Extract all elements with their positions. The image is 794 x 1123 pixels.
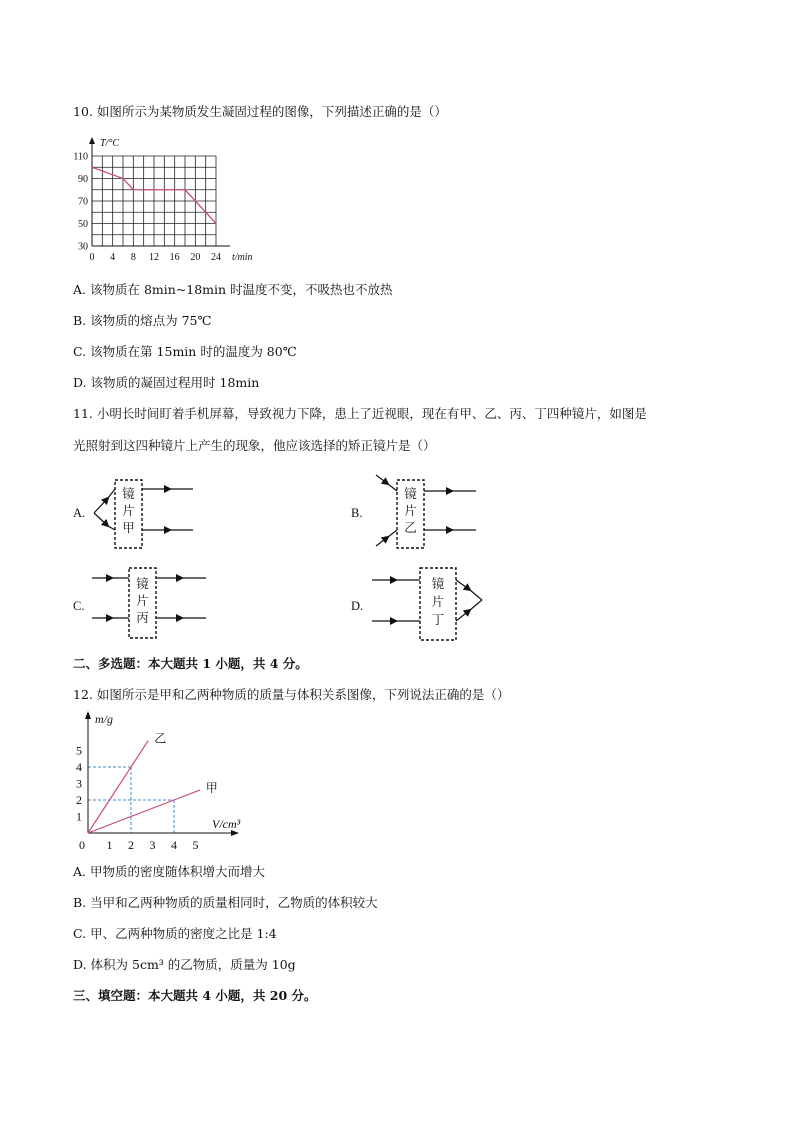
q12-option-b[interactable]: B. 当甲和乙两种物质的质量相同时，乙物质的体积较大 — [73, 895, 378, 910]
x-axis-label: t/min — [232, 252, 253, 263]
option-c-label: C. — [73, 599, 85, 613]
y-tick-label: 110 — [73, 151, 88, 163]
series-line — [88, 741, 148, 833]
x-tick-label: 4 — [110, 252, 116, 263]
q10-option-a[interactable]: A. 该物质在 8min~18min 时温度不变，不吸热也不放热 — [73, 282, 393, 297]
y-tick-label: 4 — [76, 760, 82, 774]
chart-grid — [92, 156, 216, 246]
chart-guides — [88, 767, 174, 833]
q10-option-b[interactable]: B. 该物质的熔点为 75℃ — [73, 313, 212, 328]
option-b-label: B. — [351, 506, 363, 520]
lens-option-c[interactable] — [73, 568, 206, 638]
outgoing-ray — [456, 610, 470, 621]
x-tick-label: 2 — [128, 838, 134, 852]
series-line — [88, 790, 200, 833]
lens-diagrams — [0, 460, 794, 660]
chart-axes — [89, 137, 230, 246]
y-axis-arrow — [85, 711, 91, 719]
svg-text:镜: 镜 — [122, 487, 135, 501]
section-2-heading: 二、多选题：本大题共 1 小题，共 4 分。 — [73, 656, 308, 671]
svg-text:片: 片 — [122, 504, 135, 518]
x-tick-label: 3 — [149, 838, 156, 852]
question-10-stem: 10. 如图所示为某物质发生凝固过程的图像，下列描述正确的是（） — [73, 104, 447, 119]
svg-text:乙: 乙 — [404, 521, 417, 535]
x-tick-label: 1 — [106, 838, 113, 852]
x-tick-label: 0 — [79, 838, 85, 852]
outgoing-ray — [456, 580, 470, 590]
section-3-heading: 三、填空题：本大题共 4 小题，共 20 分。 — [73, 988, 317, 1003]
x-axis-label: V/cm³ — [212, 817, 241, 831]
x-tick-label: 4 — [171, 838, 177, 852]
x-tick-label: 5 — [192, 838, 199, 852]
y-tick-label: 2 — [76, 793, 82, 807]
svg-text:片: 片 — [404, 504, 417, 518]
lens-option-a[interactable] — [73, 480, 193, 548]
svg-text:镜: 镜 — [431, 577, 445, 591]
x-tick-label: 20 — [190, 252, 201, 263]
svg-text:丙: 丙 — [136, 611, 149, 625]
chart-tick-labels — [73, 138, 252, 263]
incoming-ray — [94, 498, 108, 513]
incoming-ray — [94, 513, 108, 526]
option-a-label: A. — [73, 506, 86, 520]
y-tick-label: 50 — [78, 219, 88, 230]
svg-text:丁: 丁 — [431, 613, 445, 627]
svg-text:镜: 镜 — [136, 577, 149, 591]
svg-text:镜: 镜 — [404, 487, 417, 501]
option-d-label: D. — [351, 599, 364, 613]
svg-text:片: 片 — [431, 595, 445, 609]
lens-option-d[interactable] — [351, 568, 482, 640]
y-tick-label: 3 — [76, 776, 82, 791]
q12-option-c[interactable]: C. 甲、乙两种物质的密度之比是 1:4 — [73, 926, 277, 941]
x-tick-label: 12 — [149, 252, 159, 263]
y-axis-label: T/°C — [100, 138, 120, 149]
y-tick-label: 70 — [78, 196, 88, 208]
series-label: 乙 — [154, 731, 167, 746]
y-tick-label: 5 — [76, 743, 82, 758]
chart-series-lines — [88, 732, 218, 833]
incoming-ray — [376, 537, 388, 546]
y-axis-arrow — [89, 137, 95, 144]
question-11-stem-line2: 光照射到这四种镜片上产生的现象，他应该选择的矫正镜片是（） — [73, 438, 436, 453]
svg-text:甲: 甲 — [122, 521, 135, 535]
cooling-curve-chart — [70, 130, 270, 263]
series-label: 甲 — [205, 781, 218, 796]
question-12-stem: 12. 如图所示是甲和乙两种物质的质量与体积关系图像，下列说法正确的是（） — [73, 687, 510, 702]
incoming-ray — [376, 475, 388, 484]
q10-option-c[interactable]: C. 该物质在第 15min 时的温度为 80℃ — [73, 344, 297, 359]
y-tick-label: 1 — [76, 809, 82, 824]
mass-volume-chart — [70, 705, 250, 855]
lens-option-b[interactable] — [351, 475, 476, 548]
x-tick-label: 8 — [130, 252, 136, 263]
svg-text:片: 片 — [136, 594, 149, 608]
y-axis-label: m/g — [95, 712, 113, 726]
y-tick-label: 90 — [78, 174, 88, 185]
x-tick-label: 16 — [169, 252, 180, 263]
x-tick-label: 0 — [89, 252, 95, 263]
q10-option-d[interactable]: D. 该物质的凝固过程用时 18min — [73, 375, 260, 390]
x-tick-label: 24 — [211, 252, 221, 263]
q12-option-a[interactable]: A. 甲物质的密度随体积增大而增大 — [73, 864, 265, 879]
y-tick-label: 30 — [78, 241, 88, 253]
question-11-stem-line1: 11. 小明长时间盯着手机屏幕，导致视力下降，患上了近视眼，现在有甲、乙、丙、丁四种镜片，如图是 — [73, 406, 647, 421]
q12-option-d[interactable]: D. 体积为 5cm³ 的乙物质，质量为 10g — [73, 957, 296, 972]
